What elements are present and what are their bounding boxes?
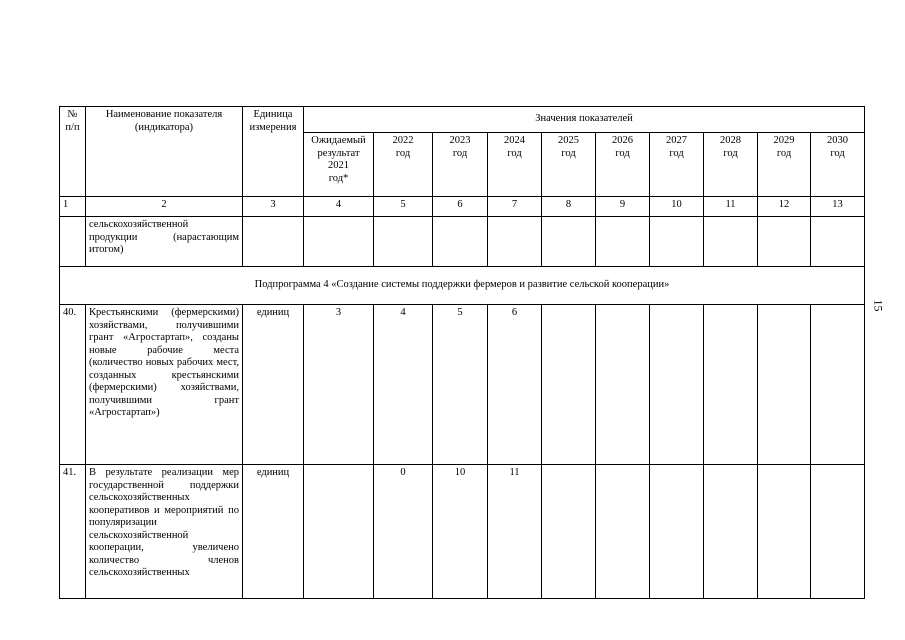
row-value bbox=[596, 465, 650, 599]
column-number: 11 bbox=[704, 197, 758, 217]
row-value: 10 bbox=[433, 465, 488, 599]
empty-cell bbox=[304, 217, 374, 267]
empty-cell bbox=[60, 217, 86, 267]
header-year-2024: 2024 год bbox=[488, 133, 542, 197]
empty-cell bbox=[542, 217, 596, 267]
column-number: 8 bbox=[542, 197, 596, 217]
indicators-table bbox=[59, 106, 865, 599]
column-number: 4 bbox=[304, 197, 374, 217]
header-unit: Единица измерения bbox=[243, 107, 304, 197]
row-unit: единиц bbox=[243, 465, 304, 599]
header-name: Наименование показателя (индикатора) bbox=[86, 107, 243, 197]
row-value bbox=[811, 465, 865, 599]
column-number: 9 bbox=[596, 197, 650, 217]
continuation-row bbox=[60, 217, 865, 267]
subprogram-row bbox=[60, 267, 865, 305]
row-number: 41. bbox=[60, 465, 86, 599]
row-value bbox=[758, 305, 811, 465]
row-value bbox=[650, 305, 704, 465]
header-year-2028: 2028 год bbox=[704, 133, 758, 197]
header-year-2025: 2025 год bbox=[542, 133, 596, 197]
header-year-2029: 2029 год bbox=[758, 133, 811, 197]
header-no: № п/п bbox=[60, 107, 86, 197]
continuation-name: сельскохозяйственной продукции (нарастающим итогом) bbox=[86, 217, 243, 267]
row-value bbox=[542, 465, 596, 599]
column-number: 2 bbox=[86, 197, 243, 217]
header-values-group: Значения показателей bbox=[304, 107, 865, 133]
row-unit: единиц bbox=[243, 305, 304, 465]
empty-cell bbox=[374, 217, 433, 267]
page-number: 15 bbox=[871, 299, 886, 312]
row-number: 40. bbox=[60, 305, 86, 465]
row-value bbox=[596, 305, 650, 465]
row-value bbox=[542, 305, 596, 465]
row-value bbox=[650, 465, 704, 599]
row-value: 0 bbox=[374, 465, 433, 599]
empty-cell bbox=[758, 217, 811, 267]
column-number: 7 bbox=[488, 197, 542, 217]
empty-cell bbox=[243, 217, 304, 267]
row-name: Крестьянскими (фермерскими) хозяйствами, получившими грант «Агростартап», созданы новые рабочие места (количество новых рабочих мест, созданных крестьянскими (фермерскими) хозяйствами, получившими грант «Агростартап») bbox=[86, 305, 243, 465]
table-row bbox=[60, 465, 865, 599]
row-name: В результате реализации мер государственной поддержки сельскохозяйственных кооперативов и мероприятий по популяризации сельскохозяйственной кооперации, увеличено количество членов сельскохозяйственных bbox=[86, 465, 243, 599]
row-value bbox=[304, 465, 374, 599]
column-number: 12 bbox=[758, 197, 811, 217]
header-year-2022: 2022 год bbox=[374, 133, 433, 197]
empty-cell bbox=[650, 217, 704, 267]
row-value: 11 bbox=[488, 465, 542, 599]
empty-cell bbox=[811, 217, 865, 267]
empty-cell bbox=[596, 217, 650, 267]
row-value: 5 bbox=[433, 305, 488, 465]
row-value: 6 bbox=[488, 305, 542, 465]
row-value bbox=[811, 305, 865, 465]
empty-cell bbox=[704, 217, 758, 267]
column-numbers-row bbox=[60, 197, 865, 217]
table-row bbox=[60, 305, 865, 465]
column-number: 10 bbox=[650, 197, 704, 217]
column-number: 1 bbox=[60, 197, 86, 217]
row-value bbox=[758, 465, 811, 599]
header-year-2023: 2023 год bbox=[433, 133, 488, 197]
subprogram-title: Подпрограмма 4 «Создание системы поддержки фермеров и развитие сельской кооперации» bbox=[60, 267, 865, 305]
row-value: 3 bbox=[304, 305, 374, 465]
header-year-2027: 2027 год bbox=[650, 133, 704, 197]
column-number: 13 bbox=[811, 197, 865, 217]
header-year-2030: 2030 год bbox=[811, 133, 865, 197]
column-number: 3 bbox=[243, 197, 304, 217]
row-value bbox=[704, 465, 758, 599]
column-number: 5 bbox=[374, 197, 433, 217]
empty-cell bbox=[433, 217, 488, 267]
header-row bbox=[60, 107, 865, 133]
row-value bbox=[704, 305, 758, 465]
row-value: 4 bbox=[374, 305, 433, 465]
header-year-2021: Ожидаемый результат 2021 год* bbox=[304, 133, 374, 197]
empty-cell bbox=[488, 217, 542, 267]
column-number: 6 bbox=[433, 197, 488, 217]
header-year-2026: 2026 год bbox=[596, 133, 650, 197]
